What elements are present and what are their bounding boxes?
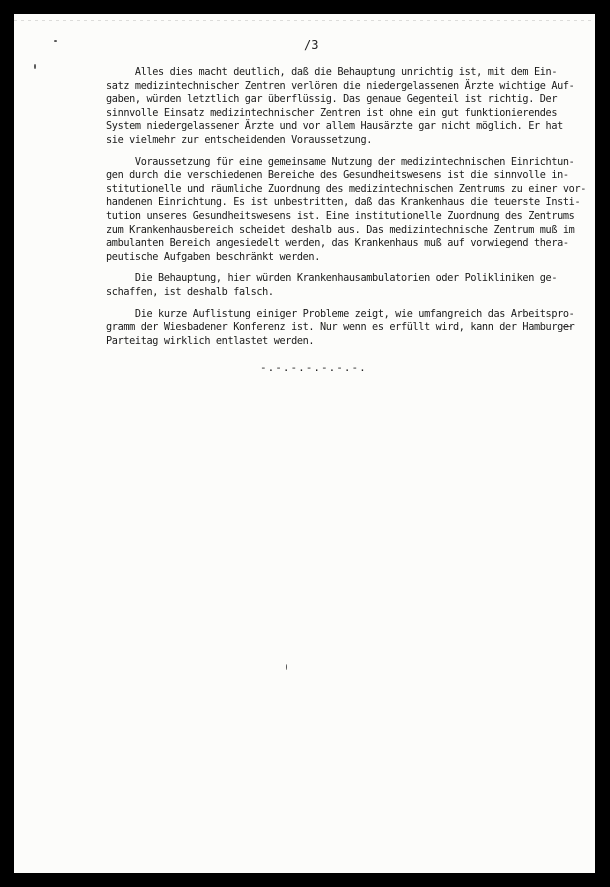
scan-speck bbox=[286, 664, 287, 670]
text-line: peutische Aufgaben beschränkt werden. bbox=[106, 251, 320, 263]
text-line: zum Krankenhausbereich scheidet deshalb aus. Das medizintechnische Zentrum muß im bbox=[106, 224, 575, 236]
text-line: Parteitag wirklich entlastet werden. bbox=[106, 335, 315, 347]
text-line: System niedergelassener Ärzte und vor allem Hausärzte gar nicht möglich. Er hat bbox=[106, 121, 563, 133]
text-line: Die Behauptung, hier würden Krankenhausambulatorien oder Polikliniken ge- bbox=[106, 273, 558, 285]
text-line: Die kurze Auflistung einiger Probleme zeigt, wie umfangreich das Arbeitspro- bbox=[106, 308, 575, 320]
text-line: schaffen, ist deshalb falsch. bbox=[106, 286, 274, 298]
paragraph bbox=[106, 66, 576, 148]
text-line: gaben, würden letztlich gar überflüssig. Das genaue Gegenteil ist richtig. Der bbox=[106, 94, 558, 106]
text-line: handenen Einrichtung. Es ist unbestritten, daß das Krankenhaus die teuerste Insti- bbox=[106, 197, 581, 209]
scan-speck bbox=[34, 64, 36, 69]
text-line: gramm der Wiesbadener Konferenz ist. Nur wenn es erfüllt wird, kann der Hamburger bbox=[106, 322, 575, 334]
text-line: Alles dies macht deutlich, daß die Behauptung unrichtig ist, mit dem Ein- bbox=[106, 67, 558, 78]
paragraph bbox=[106, 156, 587, 265]
text-line: Voraussetzung für eine gemeinsame Nutzung der medizintechnischen Einrichtun- bbox=[106, 156, 575, 168]
page-number: /3 bbox=[304, 38, 319, 52]
text-line: gen durch die verschiedenen Bereiche des Gesundheitswesens ist die sinnvolle in- bbox=[106, 170, 569, 182]
paragraph bbox=[106, 308, 576, 349]
text-line: sie vielmehr zur entscheidenden Voraussetzung. bbox=[106, 134, 373, 146]
text-line: tution unseres Gesundheitswesens ist. Eine institutionelle Zuordnung des Zentrums bbox=[106, 210, 575, 222]
paragraph bbox=[106, 272, 576, 299]
scan-artifact-line bbox=[14, 20, 595, 21]
body-text bbox=[106, 66, 587, 356]
text-line: satz medizintechnischer Zentren verlören die niedergelassenen Ärzte wichtige Auf- bbox=[106, 80, 575, 92]
section-separator: -.-.-.-.-.-.-. bbox=[260, 361, 367, 374]
scan-speck bbox=[54, 40, 57, 42]
document-page bbox=[14, 14, 595, 873]
text-line: ambulanten Bereich angesiedelt werden, das Krankenhaus muß auf vorwiegend thera- bbox=[106, 238, 569, 250]
text-line: sinnvolle Einsatz medizintechnischer Zentren ist ohne ein gut funktionierendes bbox=[106, 107, 558, 119]
text-line: stitutionelle und räumliche Zuordnung des medizintechnischen Zentrums zu einer vor- bbox=[106, 183, 587, 195]
